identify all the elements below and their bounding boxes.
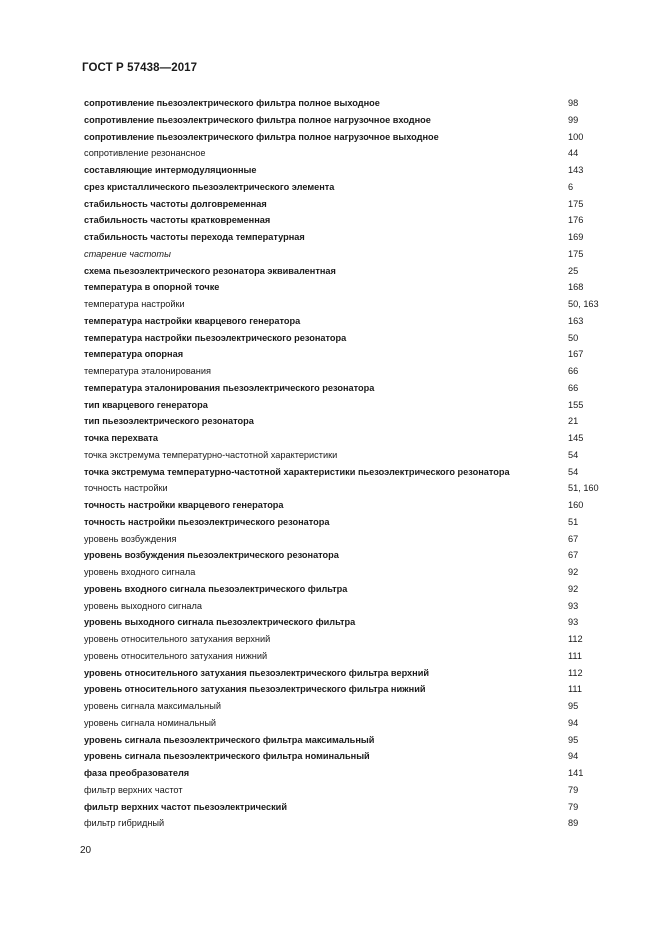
index-page-ref: 99 [568,114,579,125]
index-page-ref: 163 [568,315,584,326]
index-term: температура настройки кварцевого генератора [84,315,301,326]
index-page-ref: 89 [568,818,579,829]
index-term: температура эталонирования пьезоэлектрического резонатора [84,382,375,393]
index-page-ref: 51, 160 [568,483,599,494]
index-page-ref: 25 [568,265,579,276]
index-term: уровень относительного затухания пьезоэлектрического фильтра нижний [84,684,426,695]
index-term: точка перехвата [84,433,158,443]
index-term: температура эталонирования [84,366,211,376]
index-term: фильтр верхних частот [84,784,183,795]
index-page-ref: 111 [568,684,582,695]
index-page-ref: 167 [568,349,584,360]
index-entry [84,681,604,698]
index-entry [84,246,604,263]
index-page-ref: 44 [568,148,579,159]
index-entry [84,330,604,347]
index-entry [84,112,604,129]
index-term: фаза преобразователя [84,768,190,778]
index-term: стабильность частоты перехода температурная [84,232,305,242]
index-term: сопротивление резонансное [84,148,206,159]
index-entry [84,748,604,765]
index-term: точность настройки [84,483,168,494]
index-page-ref: 92 [568,583,579,594]
index-term: срез кристаллического пьезоэлектрического элемента [84,181,335,192]
index-entry [84,665,604,682]
index-entry [84,296,604,313]
index-entry [84,598,604,615]
index-term: уровень входного сигнала пьезоэлектрического фильтра [84,583,348,594]
index-page-ref: 50, 163 [568,299,599,309]
index-entry [84,196,604,213]
index-entry [84,413,604,430]
page-number: 20 [80,845,92,856]
index-entry [84,464,604,481]
index-entry [84,799,604,816]
index-page-ref: 175 [568,248,584,259]
index-term: уровень выходного сигнала пьезоэлектрического фильтра [84,617,356,628]
index-term: фильтр верхних частот пьезоэлектрический [84,801,287,812]
index-page-ref: 112 [568,634,583,644]
index-term: уровень сигнала пьезоэлектрического фильтра максимальный [84,734,375,745]
index-page-ref: 67 [568,550,579,561]
index-entry [84,631,604,648]
index-page-ref: 111 [568,650,582,661]
index-page-ref: 54 [568,466,579,477]
index-entry [84,279,604,296]
index-page-ref: 175 [568,198,584,209]
index-term: температура в опорной точке [84,282,220,293]
index-page-ref: 79 [568,801,579,812]
index-entry [84,397,604,414]
index-entry [84,346,604,363]
index-page-ref: 160 [568,500,584,510]
index-entry [84,447,604,464]
index-entry [84,815,604,832]
index-entry [84,514,604,531]
index-entry [84,531,604,548]
index-page-ref: 95 [568,734,579,745]
document-header: ГОСТ Р 57438—2017 [82,62,198,74]
index-page-ref: 66 [568,382,579,393]
index-page-ref: 66 [568,366,579,376]
index-entry [84,547,604,564]
index-entry [84,782,604,799]
index-term: уровень возбуждения пьезоэлектрического резонатора [84,550,339,561]
index-entry [84,162,604,179]
index-entry [84,229,604,246]
index-entry [84,480,604,497]
index-term: температура настройки пьезоэлектрического резонатора [84,332,347,343]
index-entry [84,765,604,782]
index-term: уровень сигнала пьезоэлектрического фильтра номинальный [84,751,370,762]
index-term: стабильность частоты долговременная [84,198,267,209]
index-term: сопротивление пьезоэлектрического фильтра полное нагрузочное выходное [84,131,439,142]
index-page-ref: 51 [568,516,579,527]
index-entry [84,497,604,514]
term-index-list [84,95,604,832]
index-page-ref: 79 [568,784,579,795]
index-term: уровень возбуждения [84,533,177,544]
index-term: температура опорная [84,349,184,360]
index-entry [84,581,604,598]
index-term: сопротивление пьезоэлектрического фильтра полное нагрузочное входное [84,114,431,125]
index-term: точность настройки пьезоэлектрического резонатора [84,516,330,527]
index-term: сопротивление пьезоэлектрического фильтра полное выходное [84,98,380,108]
index-entry [84,179,604,196]
index-entry [84,648,604,665]
index-term: уровень относительного затухания нижний [84,650,268,661]
index-page-ref: 145 [568,433,584,443]
index-page-ref: 6 [568,181,574,192]
index-term: составляющие интермодуляционные [84,165,257,175]
index-page-ref: 94 [568,717,579,728]
index-term: уровень относительного затухания верхний [84,634,271,644]
index-term: старение частоты [84,248,171,259]
index-page-ref: 21 [568,416,579,427]
index-term: точка экстремума температурно-частотной характеристики пьезоэлектрического резонатора [84,466,510,477]
index-term: уровень сигнала номинальный [84,717,217,728]
index-entry [84,129,604,146]
index-term: температура настройки [84,299,185,309]
index-entry [84,715,604,732]
index-term: тип кварцевого генератора [84,399,208,410]
index-entry [84,430,604,447]
index-page-ref: 94 [568,751,579,762]
index-entry [84,313,604,330]
index-term: точка экстремума температурно-частотной характеристики [84,449,338,460]
index-entry [84,263,604,280]
index-page-ref: 92 [568,567,579,577]
index-entry [84,564,604,581]
index-page-ref: 98 [568,98,579,108]
index-page-ref: 169 [568,232,584,242]
index-page-ref: 93 [568,617,579,628]
index-page-ref: 155 [568,399,584,410]
index-page-ref: 112 [568,667,583,678]
index-entry [84,698,604,715]
index-term: фильтр гибридный [84,818,165,829]
index-page-ref: 143 [568,165,584,175]
index-term: стабильность частоты кратковременная [84,215,271,226]
index-entry [84,95,604,112]
index-term: схема пьезоэлектрического резонатора эквивалентная [84,265,336,276]
index-page-ref: 93 [568,600,579,611]
index-page-ref: 176 [568,215,584,226]
index-term: уровень выходного сигнала [84,600,202,611]
index-page-ref: 67 [568,533,579,544]
index-page-ref: 141 [568,768,584,778]
index-page-ref: 50 [568,332,579,343]
index-term: уровень входного сигнала [84,567,196,577]
index-term: точность настройки кварцевого генератора [84,500,284,510]
index-term: уровень относительного затухания пьезоэлектрического фильтра верхний [84,667,430,678]
index-page-ref: 100 [568,131,584,142]
index-page-ref: 54 [568,449,579,460]
index-term: тип пьезоэлектрического резонатора [84,416,254,427]
index-page-ref: 95 [568,701,579,711]
index-entry [84,145,604,162]
index-term: уровень сигнала максимальный [84,701,221,711]
index-entry [84,212,604,229]
index-entry [84,363,604,380]
index-page-ref: 168 [568,282,584,293]
index-entry [84,614,604,631]
index-entry [84,380,604,397]
index-entry [84,732,604,749]
